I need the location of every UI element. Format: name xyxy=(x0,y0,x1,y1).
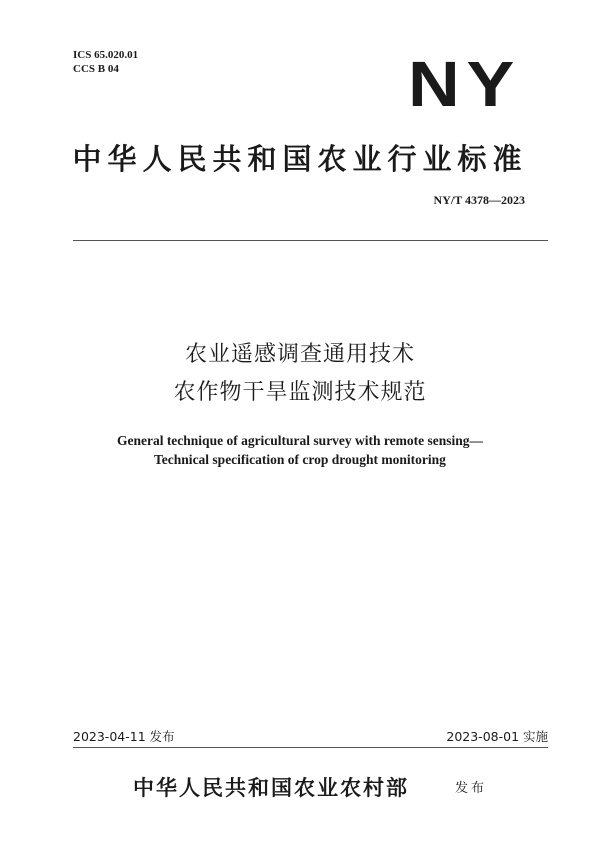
english-title-line-1: General technique of agricultural survey with remote sensing— xyxy=(116,433,484,448)
chinese-title-line-1: 农业遥感调查通用技术 xyxy=(184,342,415,367)
standard-category-title: 中华人民共和国农业行业标准 xyxy=(72,142,528,176)
ny-logo: NY xyxy=(408,48,522,120)
implementation-date: 2023-08-01 实施 xyxy=(446,729,548,744)
english-title-line-2: Technical specification of crop drought monitoring xyxy=(154,452,446,467)
bottom-divider xyxy=(73,747,548,748)
publish-label: 发布 xyxy=(455,781,488,796)
standard-number: NY/T 4378—2023 xyxy=(433,193,525,207)
top-divider xyxy=(73,240,548,241)
publisher-name: 中华人民共和国农业农村部 xyxy=(133,776,409,800)
ccs-code: CCS B 04 xyxy=(73,63,119,75)
issue-date: 2023-04-11 发布 xyxy=(73,729,175,744)
chinese-title-line-2: 农作物干旱监测技术规范 xyxy=(173,380,427,405)
ics-code: ICS 65.020.01 xyxy=(73,49,139,61)
